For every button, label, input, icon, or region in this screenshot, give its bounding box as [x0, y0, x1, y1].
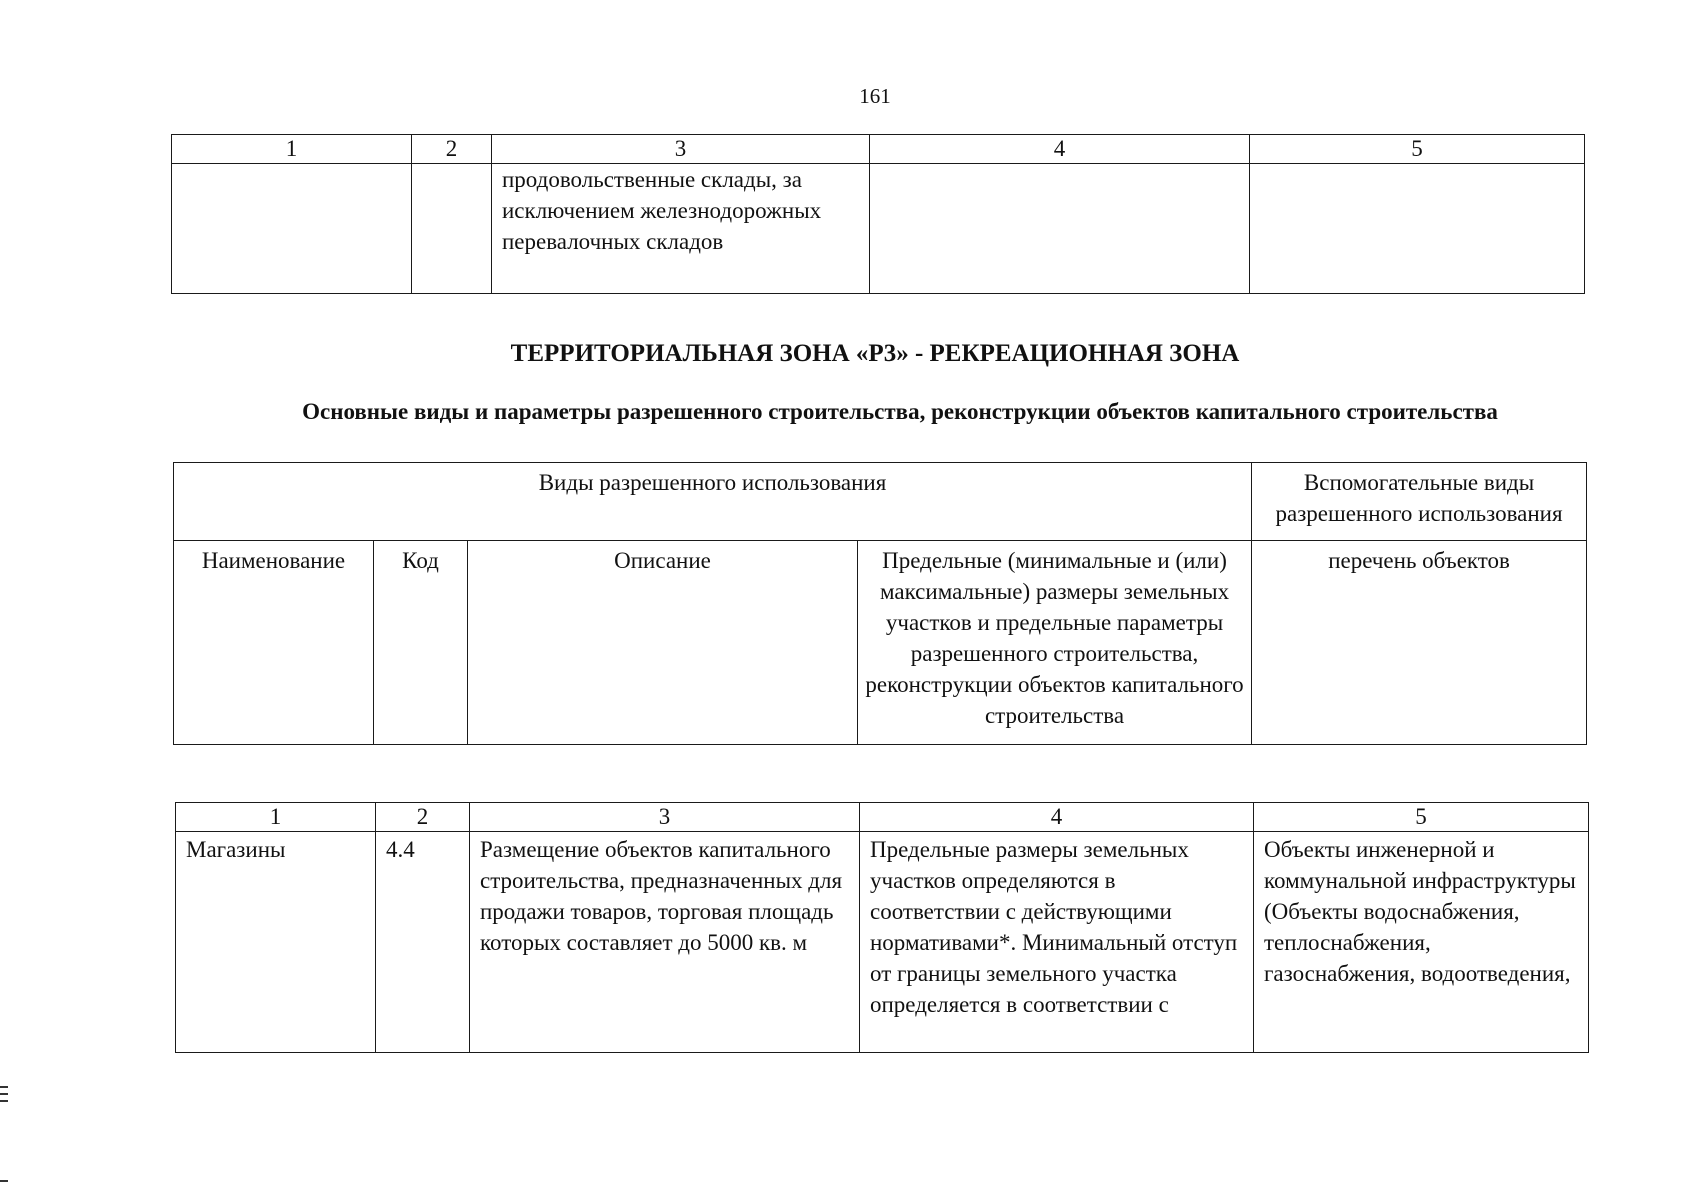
zone-title: ТЕРРИТОРИАЛЬНАЯ ЗОНА «Р3» - РЕКРЕАЦИОННАЯ ЗОНА	[510, 340, 1240, 367]
table-cell-description: продовольственные склады, за исключением железнодорожных перевалочных складов	[492, 164, 870, 294]
header-main-uses: Виды разрешенного использования	[174, 463, 1252, 541]
column-number: 1	[176, 803, 376, 832]
margin-mark	[0, 1100, 8, 1102]
column-number: 4	[870, 135, 1250, 164]
header-name: Наименование	[174, 541, 374, 745]
cell-code: 4.4	[376, 832, 470, 1053]
column-number: 2	[412, 135, 492, 164]
margin-mark	[0, 1086, 8, 1088]
cell-parameters: Предельные размеры земельных участков определяются в соответствии с действующими нормативами*. Минимальный отступ от границы земельного участка определяется в соответствии с	[860, 832, 1254, 1053]
section-title: Основные виды и параметры разрешенного строительства, реконструкции объектов капитального строительства	[302, 399, 1498, 424]
header-columns-row	[174, 541, 1587, 745]
margin-mark	[0, 1093, 8, 1095]
margin-mark	[0, 1180, 8, 1182]
column-number-row	[172, 135, 1585, 164]
header-group-row	[174, 463, 1587, 541]
table-cell	[870, 164, 1250, 294]
permitted-use-header-table	[173, 462, 1587, 745]
header-auxiliary-uses: Вспомогательные виды разрешенного использования	[1252, 463, 1587, 541]
cell-description: Размещение объектов капитального строительства, предназначенных для продажи товаров, торговая площадь которых составляет до 5000 кв. м	[470, 832, 860, 1053]
cell-name: Магазины	[176, 832, 376, 1053]
header-parameters: Предельные (минимальные и (или) максимальные) размеры земельных участков и предельные параметры разрешенного строительства, реконструкции объектов капитального строительства	[858, 541, 1252, 745]
header-code: Код	[374, 541, 468, 745]
cell-auxiliary-objects: Объекты инженерной и коммунальной инфраструктуры (Объекты водоснабжения, теплоснабжения, газоснабжения, водоотведения,	[1254, 832, 1589, 1053]
header-object-list: перечень объектов	[1252, 541, 1587, 745]
column-number: 3	[492, 135, 870, 164]
column-number-row	[176, 803, 1589, 832]
table-cell	[412, 164, 492, 294]
column-number: 4	[860, 803, 1254, 832]
page-number: 161	[859, 84, 891, 108]
column-number: 1	[172, 135, 412, 164]
table-row	[172, 164, 1585, 294]
continued-table	[171, 134, 1585, 294]
column-number: 5	[1250, 135, 1585, 164]
column-number: 5	[1254, 803, 1589, 832]
table-cell	[1250, 164, 1585, 294]
column-number: 2	[376, 803, 470, 832]
header-description: Описание	[468, 541, 858, 745]
table-row	[176, 832, 1589, 1053]
table-cell	[172, 164, 412, 294]
permitted-use-table	[175, 802, 1589, 1053]
column-number: 3	[470, 803, 860, 832]
